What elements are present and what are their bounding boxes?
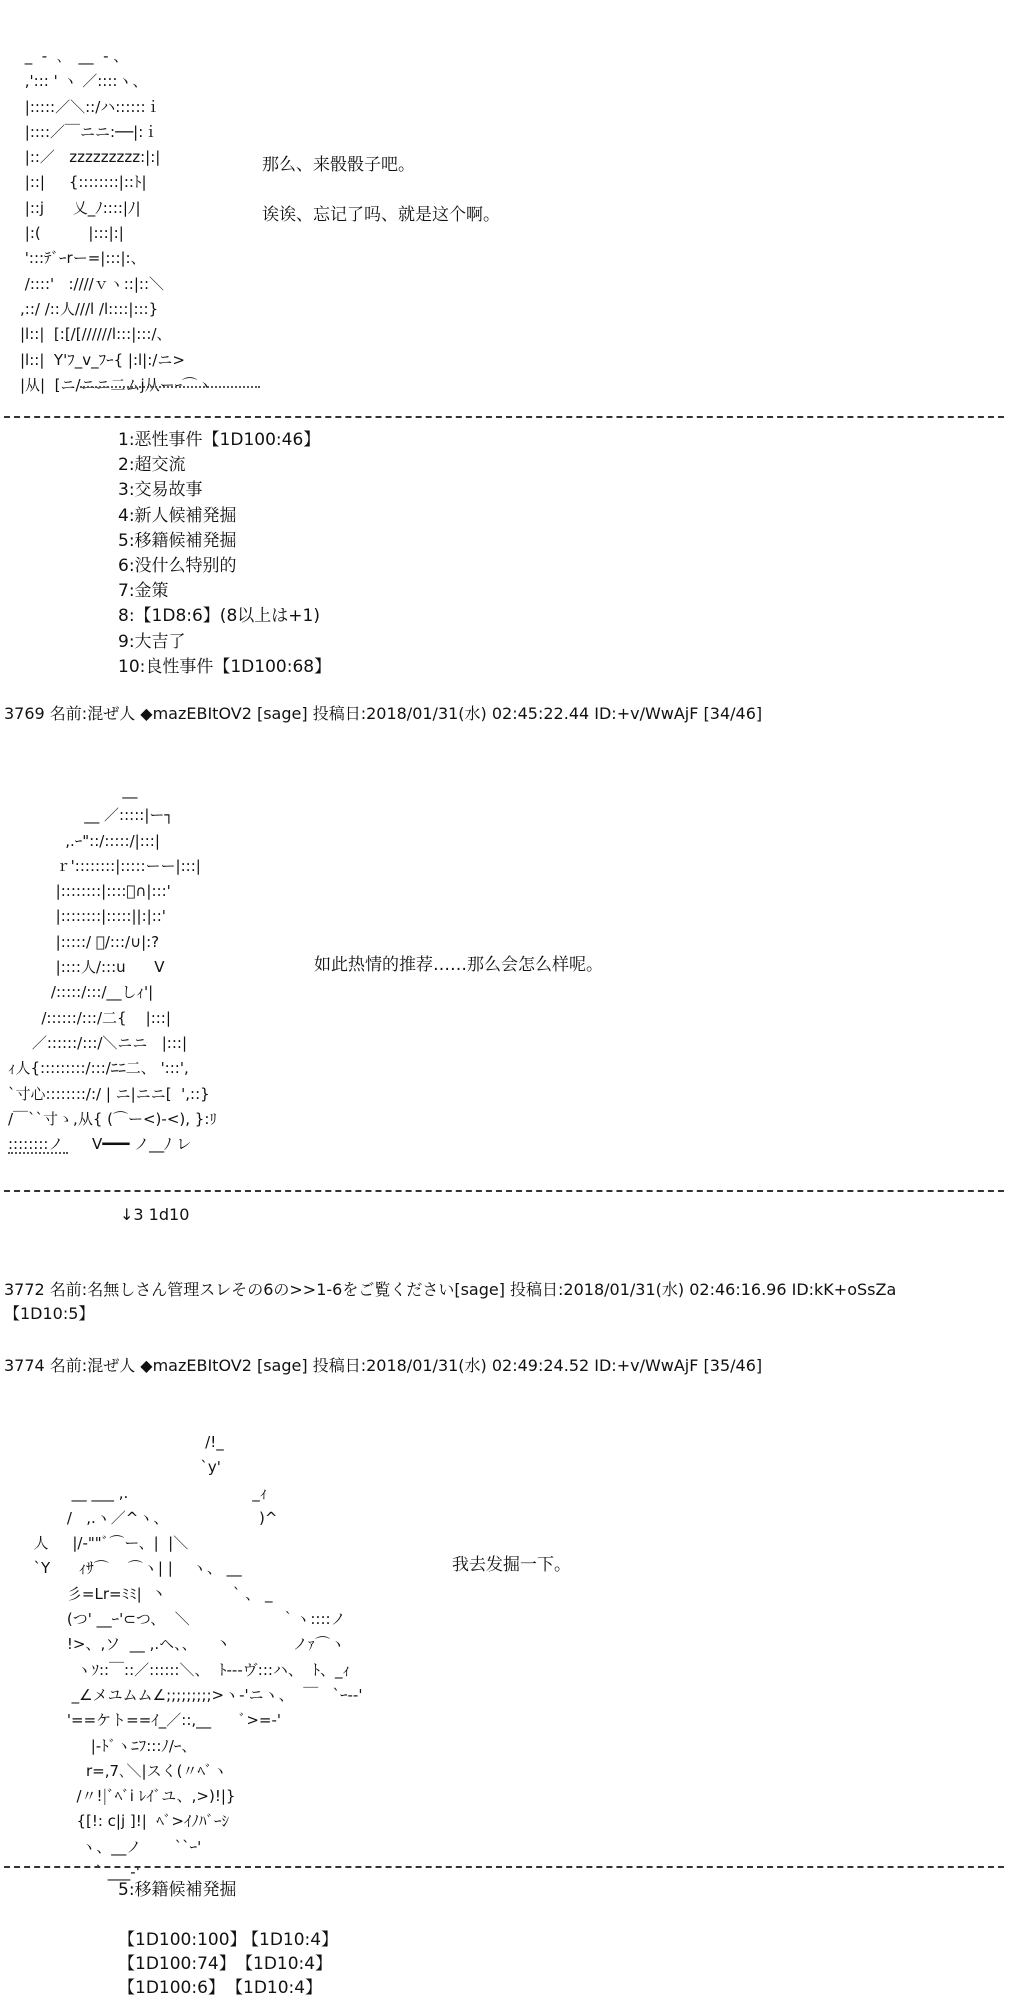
dice-result: 【1D100:100】: [118, 1930, 247, 1950]
ascii-art-character-3: /!_ `y' __ ___ ,. _ｨ / ,.ヽ／^ヽ、 )^ 人 |/-""ﾞ⌒ー、| |＼ `Y ｨｻ⌒ ⌒ヽ| | ヽ、 __ 彡=Lr=ﾐﾐ| 丶 ` 、 _ (つ' __ｰ'⊂つ、 ＼ ｀ヽ::::ノ !>、,ソ __ ,.ヘ、、 丶 ノｧ⌒ヽ ヽｿ::￣::／::::::＼、 ﾄ-‐-ヴ:::ハ、 ﾄ、_ｨ _∠メユムム∠;;;;;;;;;>ヽ-'ニヽ、 ￣ `ｰ-‐' '==ケト==ｲ_／::,__ ﾞ>=-' |-ﾄﾞヽﾆﾌ:::ﾉ/ｰ、 r=,7､＼|スく(〃ﾍﾞヽ /〃!|ﾞﾍﾞi ﾚｲﾞユ、,>)!|} {[!: c|j ]!| ﾍﾞ>ｲﾉﾊﾞｰｼ ヽ、__ノ ``ｰ' ` ___‐': [33, 1433, 363, 1882]
list-item: 3:交易故事: [118, 480, 203, 501]
dialogue-line: 如此热情的推荐……那么会怎么样呢。: [314, 955, 603, 975]
dialogue-line: 我去发掘一下。: [452, 1555, 571, 1575]
dice-result: 【1D10:4】: [236, 1954, 333, 1974]
post-header: 3774 名前:混ぜ人 ◆mazEBItOV2 [sage] 投稿日:2018/01/31(水) 02:49:24.52 ID:+v/WwAjF [35/46]: [4, 1356, 763, 1375]
post-header: 3769 名前:混ぜ人 ◆mazEBItOV2 [sage] 投稿日:2018/01/31(水) 02:45:22.44 ID:+v/WwAjF [34/46]: [4, 704, 763, 723]
list-item: 1:恶性事件【1D100:46】: [118, 430, 321, 450]
list-item: 5:移籍候補発掘: [118, 530, 237, 551]
dialogue-line: 诶诶、忘记了吗、就是这个啊。: [262, 205, 500, 225]
list-item: 8:【1D8:6】(8以上は+1): [118, 606, 320, 627]
ascii-art-character-1: _ - ､ __ - 、 ,'::: ' ヽ ／::::ヽ、 |:::::／＼::/ハ::::::ｉ |::::／￣ニニ:──|:ｉ |::／ zzzzzzzzz:|:| |::| {::::::::|::ﾄ| |::j 乂_ﾉ::::|ﾉ| |:( |:::|:| ':::ﾃﾞｰrー=|:::|:、 /::::' :////ｖヽ::|::＼ ,::/ /::人///l /l::::|:::} |l::| [:[/[//////l:::|:::/、 |l::| Y'ﾌ_v_ﾌｰ{ |:l|:/ニ> |从| [ニ/ニニ二ムj从ーｰ⌒ヽ: [20, 47, 213, 394]
anchor-note: ↓3 1d10: [120, 1205, 190, 1224]
dashed-divider: [4, 416, 1004, 418]
aa-underline-2: [8, 1152, 68, 1154]
dice-result: 【1D100:6】: [118, 1978, 225, 1998]
list-item: 7:金策: [118, 581, 169, 602]
dialogue-line: 那么、来骰骰子吧。: [262, 155, 415, 175]
post-header: 3772 名前:名無しさん管理スレその6の>>1-6をご覧ください[sage] 投稿日:2018/01/31(水) 02:46:16.96 ID:kK+oSsZa: [4, 1280, 897, 1299]
aa-underline-1: [80, 386, 260, 388]
list-item: 9:大吉了: [118, 631, 186, 652]
dice-result: 【1D100:74】: [118, 1954, 236, 1974]
ascii-art-character-2: __ __ ／:::::|ー┐ ,.ｰ"::/:::::/|:::| ｒ'::::::::|:::::ーー|:::| |::::::::|::::ﾞ∩|:::' |::::::::|:::::||:|::' |:::::/ ﾞ/:::/∪|:? |::::人/:::u V /:::::/:::/__しｨ'| /::::::/:::/二{ |:::| ／::::::/:::/＼ニニ |:::| ｨ人{:::::::::/:::/ﾆﾆ二、 ':::', `寸心::::::::/:/ | ニ|ニニ[ ',::} /￣``寸ゝ,从{ (⌒ー<)-<), }:ﾘ ::::::::ノ V━━━ ノ__ﾉ レ: [8, 781, 217, 1154]
dice-result: 【1D10:4】: [226, 1978, 323, 1998]
list-item: 2:超交流: [118, 455, 186, 476]
dice-result: 【1D10:5】: [4, 1304, 95, 1323]
list-item: 4:新人候補発掘: [118, 505, 237, 526]
dashed-divider: [4, 1190, 1004, 1192]
list-item: 10:良性事件【1D100:68】: [118, 656, 332, 677]
event-option-list: [118, 428, 331, 680]
result-title: 5:移籍候補発掘: [118, 1880, 237, 1900]
dashed-divider: [4, 1866, 1004, 1868]
dice-result: 【1D10:4】: [242, 1930, 339, 1950]
list-item: 6:没什么特别的: [118, 556, 237, 577]
